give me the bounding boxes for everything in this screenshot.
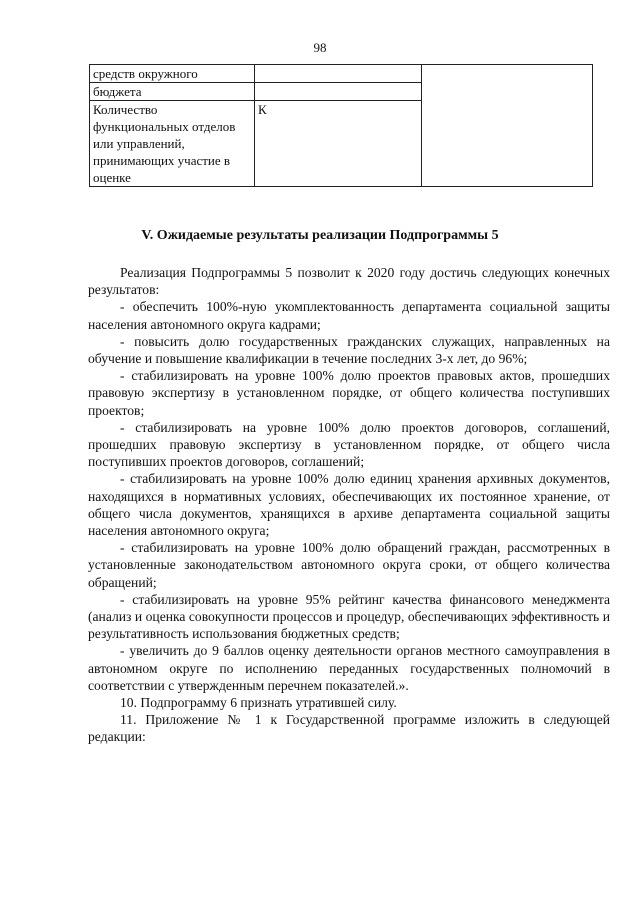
paragraph: - увеличить до 9 баллов оценку деятельности органов местного самоуправления в автономном округе по исполнению переданных государственных полномочий в соответствии с утвержденным перечнем показателей.». [88,643,610,693]
paragraph: 11. Приложение № 1 к Государственной программе изложить в следующей редакции: [88,712,610,745]
table-cell-value [255,83,422,101]
paragraph: - стабилизировать на уровне 100% долю проектов договоров, соглашений, прошедших правовую экспертизу в установленном порядке, от общего числа поступивших проектов договоров, соглашений; [88,419,610,470]
section-heading: V. Ожидаемые результаты реализации Подпрограммы 5 [141,228,499,243]
paragraph: - стабилизировать на уровне 100% долю проектов правовых актов, прошедших правовую экспертизу в установленном порядке, от общего количества поступивших проектов; [88,368,610,418]
page-number: 98 [313,40,327,55]
indicator-table [89,64,593,187]
paragraph: - стабилизировать на уровне 95% рейтинг качества финансового менеджмента (анализ и оценка совокупности процессов и процедур, обеспечивающих эффективность и результативность использования бюджетных средств; [88,591,610,642]
paragraph: - обеспечить 100%-ную укомплектованность департамента социальной защиты населения автономного округа кадрами; [88,299,610,332]
table-cell-value [255,65,422,83]
table-row [90,65,593,83]
paragraph: 10. Подпрограмму 6 признать утратившей силу. [120,695,397,711]
document-body [88,264,610,746]
table-cell-label: средств окружного [90,65,255,83]
paragraph: - повысить долю государственных гражданских служащих, направленных на обучение и повышение квалификации в течение последних 3-х лет, до 96%; [88,333,610,367]
table-cell-extra [422,65,593,187]
paragraph: - стабилизировать на уровне 100% долю обращений граждан, рассмотренных в установленные законодательством автономного округа сроки, от общего количества обращений; [88,540,610,590]
paragraph: - стабилизировать на уровне 100% долю единиц хранения архивных документов, находящихся в нормативных условиях, обеспечивающих их постоянное хранение, от общего числа документов, хранящихся в архиве департамента социальной защиты населения автономного округа; [88,471,610,539]
table-cell-value: К [255,101,422,187]
paragraph: Реализация Подпрограммы 5 позволит к 2020 году достичь следующих конечных результатов: [88,265,610,298]
table-cell-label: Количество функциональных отделов или управлений, принимающих участие в оценке [90,101,255,187]
table-cell-label: бюджета [90,83,255,101]
